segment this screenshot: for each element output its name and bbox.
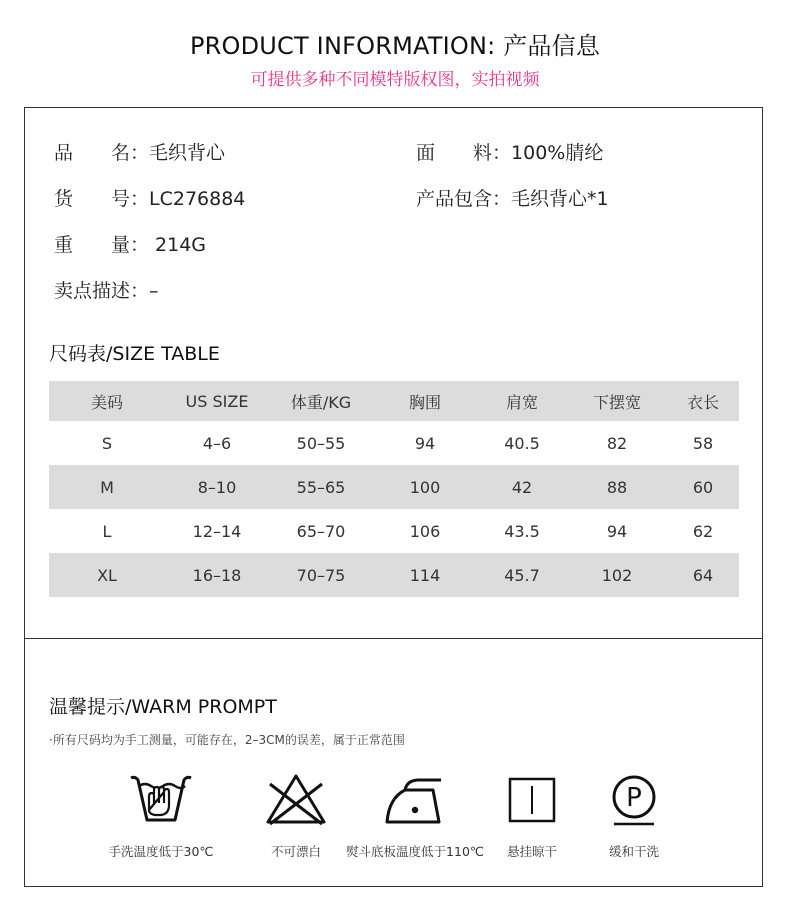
table-cell: L (102, 521, 112, 541)
page-title: PRODUCT INFORMATION: 产品信息 (189, 32, 601, 60)
table-cell: 114 (373, 553, 477, 597)
dry-clean-icon (602, 772, 666, 826)
table-cell: 4–6 (202, 433, 232, 453)
table-cell: 94 (414, 433, 436, 453)
header-cell: 衣长 (686, 392, 719, 412)
header-cell: 体重/KG (290, 392, 352, 412)
svg-text:P: P (626, 783, 642, 813)
table-cell: 8–10 (165, 465, 269, 509)
table-cell: 100 (373, 465, 477, 509)
measurement-note: ·所有尺码均为手工测量，可能存在，2–3CM的误差，属于正常范围 (49, 733, 405, 747)
care-dry-clean (564, 772, 704, 860)
table-cell: 70–75 (269, 553, 373, 597)
info-material-label: 面 料： (416, 142, 512, 164)
info-name (54, 138, 225, 165)
header-cell: 下摆宽 (592, 392, 641, 412)
table-cell: M (49, 465, 165, 509)
table-cell: 102 (567, 553, 667, 597)
info-material (416, 138, 603, 165)
care-label: 不可漂白 (270, 844, 321, 859)
info-sku (54, 184, 245, 211)
info-includes (416, 184, 609, 211)
table-cell: 60 (667, 465, 739, 509)
info-sku-value: LC276884 (149, 188, 246, 210)
info-material-value: 100%腈纶 (511, 142, 604, 164)
table-cell: 106 (409, 521, 441, 541)
size-table-title: 尺码表/SIZE TABLE (49, 343, 220, 365)
info-selling-label: 卖点描述： (54, 280, 150, 302)
size-table (49, 381, 739, 597)
table-row (49, 553, 739, 597)
hand-wash-icon (129, 772, 193, 826)
info-sku-label: 货 号： (54, 188, 150, 210)
line-dry-icon (500, 772, 564, 826)
header-cell: 胸围 (408, 392, 441, 412)
table-cell: 65–70 (296, 521, 346, 541)
care-hand-wash (91, 772, 231, 860)
page-subtitle: 可提供多种不同模特版权图，实拍视频 (250, 70, 540, 90)
care-label: 缓和干洗 (608, 844, 659, 859)
table-row (49, 421, 739, 465)
care-label: 手洗温度低于30℃ (108, 844, 214, 859)
table-cell: 16–18 (165, 553, 269, 597)
info-includes-value: 毛织背心*1 (511, 188, 609, 210)
table-cell: 50–55 (296, 433, 346, 453)
table-cell: 43.5 (504, 521, 540, 541)
iron-icon (383, 772, 447, 826)
info-includes-label: 产品包含： (416, 188, 512, 210)
size-table-header (49, 381, 739, 421)
table-cell: 55–65 (269, 465, 373, 509)
table-cell: 40.5 (504, 433, 540, 453)
info-weight (54, 230, 206, 257)
table-cell: 94 (606, 521, 628, 541)
table-cell: 12–14 (192, 521, 242, 541)
section-divider (24, 638, 763, 639)
header-cell: 美码 (90, 392, 123, 412)
info-name-value: 毛织背心 (149, 142, 226, 164)
care-label: 熨斗底板温度低于110℃ (346, 844, 484, 859)
table-cell: 88 (567, 465, 667, 509)
header-cell: US SIZE (185, 391, 249, 411)
table-cell: S (101, 433, 113, 453)
table-row (49, 509, 739, 553)
info-name-label: 品 名： (54, 142, 150, 164)
warm-prompt-title: 温馨提示/WARM PROMPT (49, 696, 277, 718)
info-selling-value: – (149, 280, 159, 302)
table-row (49, 465, 739, 509)
care-label: 悬挂晾干 (506, 844, 557, 859)
info-selling (54, 276, 159, 303)
table-cell: 42 (477, 465, 567, 509)
no-bleach-icon (264, 772, 328, 826)
table-cell: 82 (606, 433, 628, 453)
table-cell: XL (49, 553, 165, 597)
table-cell: 45.7 (477, 553, 567, 597)
table-cell: 62 (692, 521, 714, 541)
info-weight-label: 重 量： (54, 234, 150, 256)
table-cell: 64 (667, 553, 739, 597)
info-weight-value: 214G (155, 234, 207, 256)
header-cell: 肩宽 (505, 392, 538, 412)
table-cell: 58 (692, 433, 714, 453)
